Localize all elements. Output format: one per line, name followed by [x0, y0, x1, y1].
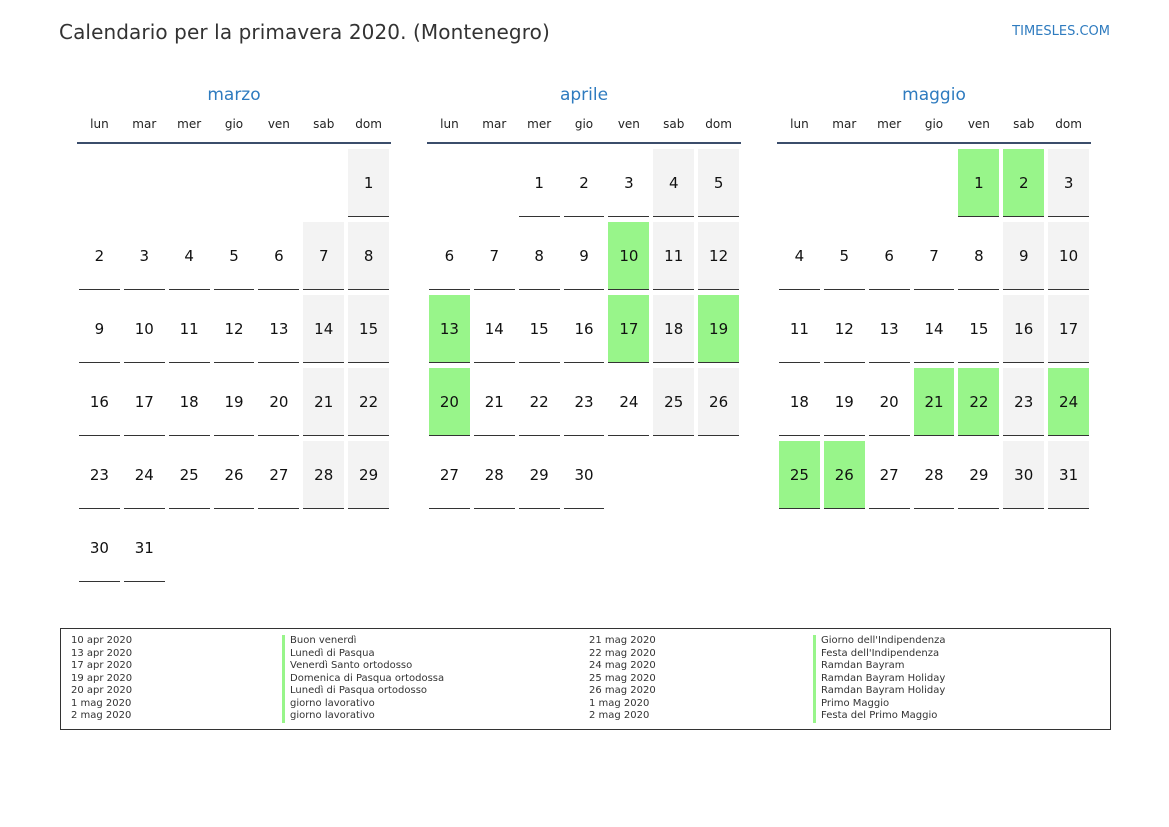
holiday-day-cell: 1 [958, 149, 999, 217]
day-cell: 11 [653, 222, 694, 290]
day-cell: 15 [519, 295, 560, 363]
legend-holiday-name: Primo Maggio [813, 698, 946, 711]
day-cell: 2 [79, 222, 120, 290]
day-cell: 5 [698, 149, 739, 217]
day-cell: 30 [1003, 441, 1044, 509]
legend-holiday-name: Venerdì Santo ortodosso [282, 660, 444, 673]
day-cell: 20 [869, 368, 910, 436]
week-row [777, 295, 1091, 368]
day-cell: 6 [429, 222, 470, 290]
day-cell: 10 [124, 295, 165, 363]
month-title: maggio [902, 85, 966, 105]
week-row [77, 368, 391, 441]
day-cell: 4 [779, 222, 820, 290]
day-cell: 11 [169, 295, 210, 363]
legend-holiday-name: Ramdan Bayram Holiday [813, 685, 946, 698]
week-row [77, 222, 391, 295]
legend-date: 19 apr 2020 [71, 672, 133, 684]
month-march [77, 84, 391, 587]
holiday-day-cell: 2 [1003, 149, 1044, 217]
weekday-label: mer [527, 117, 552, 131]
empty-cell [258, 514, 299, 582]
empty-cell [429, 149, 470, 217]
day-cell: 15 [958, 295, 999, 363]
day-cell: 12 [214, 295, 255, 363]
empty-cell [824, 149, 865, 217]
legend-date: 10 apr 2020 [71, 635, 133, 646]
legend-names-right [813, 635, 946, 723]
day-cell: 20 [258, 368, 299, 436]
empty-cell [303, 149, 344, 217]
legend-date: 2 mag 2020 [589, 710, 650, 721]
day-cell: 18 [653, 295, 694, 363]
day-cell: 29 [348, 441, 389, 509]
day-cell: 6 [258, 222, 299, 290]
week-row [777, 441, 1091, 514]
day-cell: 28 [914, 441, 955, 509]
weekday-label: dom [1055, 117, 1082, 131]
day-cell: 9 [79, 295, 120, 363]
day-cell: 17 [1048, 295, 1089, 363]
holiday-day-cell: 19 [698, 295, 739, 363]
day-cell: 13 [869, 295, 910, 363]
month-title: marzo [207, 85, 261, 105]
weekday-label: mer [877, 117, 902, 131]
weekday-label: sab [1013, 117, 1035, 131]
day-cell: 28 [474, 441, 515, 509]
empty-cell [474, 149, 515, 217]
weekday-label: dom [355, 117, 382, 131]
weekday-label: lun [790, 117, 809, 131]
day-cell: 29 [958, 441, 999, 509]
day-cell: 2 [564, 149, 605, 217]
weekday-label: ven [967, 117, 990, 131]
legend-date: 21 mag 2020 [589, 635, 656, 646]
weekday-label: gio [924, 117, 944, 131]
legend-dates-left [71, 635, 132, 723]
day-cell: 8 [958, 222, 999, 290]
week-row [777, 368, 1091, 441]
legend-date: 26 mag 2020 [589, 685, 656, 696]
weekday-label: mar [482, 117, 507, 131]
legend-date: 20 apr 2020 [71, 685, 133, 696]
weekday-label: gio [574, 117, 594, 131]
day-cell: 18 [779, 368, 820, 436]
page-title: Calendario per la primavera 2020. (Montenegro) [59, 20, 550, 44]
day-cell: 23 [1003, 368, 1044, 436]
holiday-day-cell: 20 [429, 368, 470, 436]
legend-holiday-name: Buon venerdì [282, 635, 444, 648]
legend-date: 22 mag 2020 [589, 647, 656, 659]
day-cell: 10 [1048, 222, 1089, 290]
legend-date: 25 mag 2020 [589, 672, 656, 684]
day-cell: 14 [474, 295, 515, 363]
empty-cell [124, 149, 165, 217]
legend-holiday-name: giorno lavorativo [282, 710, 444, 723]
day-cell: 7 [474, 222, 515, 290]
empty-cell [348, 514, 389, 582]
week-row [427, 441, 741, 514]
legend-holiday-name: Domenica di Pasqua ortodossa [282, 673, 444, 686]
day-cell: 6 [869, 222, 910, 290]
week-row [427, 295, 741, 368]
legend-holiday-name: Ramdan Bayram [813, 660, 946, 673]
empty-cell [303, 514, 344, 582]
day-cell: 1 [348, 149, 389, 217]
legend-holiday-name: giorno lavorativo [282, 698, 444, 711]
empty-cell [214, 149, 255, 217]
month-grid [77, 144, 391, 587]
legend-date: 1 mag 2020 [589, 697, 650, 709]
day-cell: 9 [1003, 222, 1044, 290]
day-cell: 26 [214, 441, 255, 509]
month-grid [777, 144, 1091, 514]
site-link[interactable]: TIMESLES.COM [1012, 24, 1110, 39]
week-row [427, 149, 741, 222]
week-row [77, 295, 391, 368]
empty-cell [258, 149, 299, 217]
day-cell: 3 [1048, 149, 1089, 217]
day-cell: 8 [348, 222, 389, 290]
day-cell: 4 [169, 222, 210, 290]
weekday-label: ven [617, 117, 640, 131]
empty-cell [608, 441, 649, 509]
month-title: aprile [559, 85, 609, 105]
day-cell: 13 [258, 295, 299, 363]
day-cell: 16 [564, 295, 605, 363]
day-cell: 23 [79, 441, 120, 509]
weekday-label: sab [663, 117, 685, 131]
day-cell: 16 [79, 368, 120, 436]
weekday-header [427, 108, 741, 144]
day-cell: 27 [429, 441, 470, 509]
legend-date: 13 apr 2020 [71, 647, 133, 659]
legend-names-left [282, 635, 444, 723]
day-cell: 12 [698, 222, 739, 290]
day-cell: 15 [348, 295, 389, 363]
empty-cell [914, 149, 955, 217]
legend-holiday-name: Lunedì di Pasqua [282, 648, 444, 661]
legend-date: 1 mag 2020 [71, 697, 132, 709]
weekday-label: ven [267, 117, 290, 131]
day-cell: 5 [824, 222, 865, 290]
day-cell: 3 [124, 222, 165, 290]
week-row [77, 514, 391, 587]
holiday-day-cell: 26 [824, 441, 865, 509]
weekday-header [777, 108, 1091, 144]
day-cell: 22 [519, 368, 560, 436]
day-cell: 24 [608, 368, 649, 436]
day-cell: 27 [258, 441, 299, 509]
legend-date: 17 apr 2020 [71, 660, 133, 671]
weekday-label: mar [832, 117, 857, 131]
week-row [427, 222, 741, 295]
day-cell: 30 [564, 441, 605, 509]
day-cell: 24 [124, 441, 165, 509]
week-row [427, 368, 741, 441]
day-cell: 29 [519, 441, 560, 509]
holiday-day-cell: 21 [914, 368, 955, 436]
day-cell: 7 [914, 222, 955, 290]
weekday-label: lun [90, 117, 109, 131]
day-cell: 27 [869, 441, 910, 509]
holiday-day-cell: 13 [429, 295, 470, 363]
day-cell: 12 [824, 295, 865, 363]
empty-cell [169, 514, 210, 582]
week-row [77, 149, 391, 222]
week-row [777, 222, 1091, 295]
holiday-day-cell: 24 [1048, 368, 1089, 436]
month-grid [427, 144, 741, 514]
weekday-header [77, 108, 391, 144]
day-cell: 9 [564, 222, 605, 290]
day-cell: 8 [519, 222, 560, 290]
day-cell: 11 [779, 295, 820, 363]
legend-holiday-name: Lunedì di Pasqua ortodosso [282, 685, 444, 698]
legend-holiday-name: Giorno dell'Indipendenza [813, 635, 946, 648]
day-cell: 28 [303, 441, 344, 509]
day-cell: 22 [348, 368, 389, 436]
legend-dates-right [589, 635, 656, 723]
day-cell: 19 [214, 368, 255, 436]
day-cell: 7 [303, 222, 344, 290]
weekday-label: dom [705, 117, 732, 131]
empty-cell [779, 149, 820, 217]
day-cell: 14 [303, 295, 344, 363]
day-cell: 31 [124, 514, 165, 582]
day-cell: 5 [214, 222, 255, 290]
holiday-legend [60, 628, 1111, 730]
day-cell: 4 [653, 149, 694, 217]
empty-cell [653, 441, 694, 509]
day-cell: 23 [564, 368, 605, 436]
empty-cell [214, 514, 255, 582]
day-cell: 14 [914, 295, 955, 363]
day-cell: 16 [1003, 295, 1044, 363]
holiday-day-cell: 25 [779, 441, 820, 509]
month-may [777, 84, 1091, 514]
legend-holiday-name: Festa dell'Indipendenza [813, 648, 946, 661]
empty-cell [698, 441, 739, 509]
empty-cell [869, 149, 910, 217]
day-cell: 1 [519, 149, 560, 217]
weekday-label: mar [132, 117, 157, 131]
day-cell: 21 [303, 368, 344, 436]
legend-holiday-name: Ramdan Bayram Holiday [813, 673, 946, 686]
day-cell: 18 [169, 368, 210, 436]
empty-cell [169, 149, 210, 217]
legend-date: 2 mag 2020 [71, 710, 132, 721]
weekday-label: lun [440, 117, 459, 131]
day-cell: 17 [124, 368, 165, 436]
day-cell: 19 [824, 368, 865, 436]
day-cell: 26 [698, 368, 739, 436]
week-row [77, 441, 391, 514]
holiday-day-cell: 17 [608, 295, 649, 363]
day-cell: 30 [79, 514, 120, 582]
holiday-day-cell: 22 [958, 368, 999, 436]
month-april [427, 84, 741, 514]
legend-date: 24 mag 2020 [589, 660, 656, 671]
week-row [777, 149, 1091, 222]
weekday-label: sab [313, 117, 335, 131]
empty-cell [79, 149, 120, 217]
weekday-label: mer [177, 117, 202, 131]
day-cell: 31 [1048, 441, 1089, 509]
holiday-day-cell: 10 [608, 222, 649, 290]
legend-holiday-name: Festa del Primo Maggio [813, 710, 946, 723]
day-cell: 21 [474, 368, 515, 436]
day-cell: 25 [653, 368, 694, 436]
day-cell: 25 [169, 441, 210, 509]
day-cell: 3 [608, 149, 649, 217]
weekday-label: gio [224, 117, 244, 131]
